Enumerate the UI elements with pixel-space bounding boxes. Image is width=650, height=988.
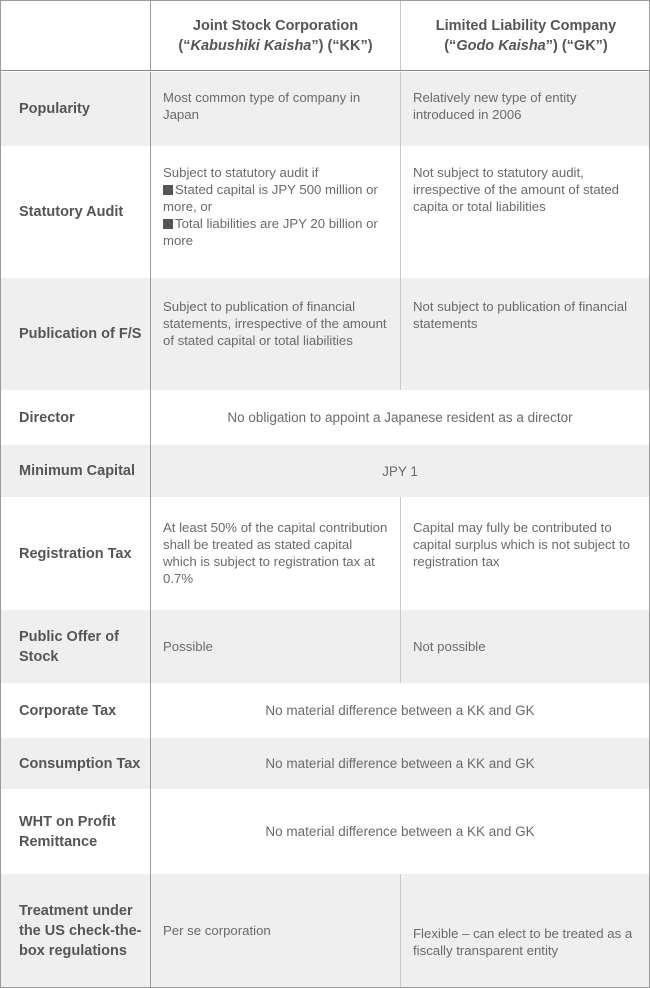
audit-bullet-2-text: Total liabilities are JPY 20 billion or more bbox=[163, 216, 378, 248]
row-public-offer bbox=[1, 610, 649, 683]
header-kk-close: ”) (“KK”) bbox=[311, 37, 373, 54]
row-publication bbox=[1, 278, 649, 390]
row-label: Statutory Audit bbox=[1, 146, 151, 278]
row-label: WHT on Profit Remittance bbox=[1, 789, 151, 874]
header-gk-open: (“ bbox=[444, 37, 457, 54]
header-corner-cell bbox=[1, 1, 151, 70]
header-kk-line2 bbox=[178, 36, 372, 56]
row-label: Corporate Tax bbox=[1, 683, 151, 738]
header-kk-italic: Kabushiki Kaisha bbox=[190, 37, 312, 54]
cell-gk: Not possible bbox=[413, 639, 486, 654]
row-label: Public Offer of Stock bbox=[1, 610, 151, 683]
header-kk-open: (“ bbox=[178, 37, 191, 54]
row-corporate-tax bbox=[1, 683, 649, 738]
row-label: Registration Tax bbox=[1, 497, 151, 610]
row-popularity bbox=[1, 72, 649, 146]
audit-intro: Subject to statutory audit if bbox=[163, 165, 319, 180]
cell-gk: Not subject to publication of financial statements bbox=[413, 299, 628, 331]
row-label: Popularity bbox=[1, 72, 151, 146]
row-label: Minimum Capital bbox=[1, 445, 151, 497]
row-label: Director bbox=[1, 390, 151, 445]
row-label: Consumption Tax bbox=[1, 738, 151, 789]
cell-both: No material difference between a KK and GK bbox=[265, 756, 535, 771]
audit-bullet-1-text: Stated capital is JPY 500 million or more, or bbox=[163, 182, 378, 214]
cell-both: No material difference between a KK and GK bbox=[265, 703, 535, 718]
row-minimum-capital bbox=[1, 445, 649, 497]
row-label: Treatment under the US check-the-box regulations bbox=[1, 874, 151, 987]
row-check-the-box bbox=[1, 874, 649, 987]
header-kk bbox=[151, 1, 401, 70]
header-gk-line1: Limited Liability Company bbox=[435, 17, 617, 34]
cell-gk: Flexible – can elect to be treated as a fiscally transparent entity bbox=[413, 925, 633, 958]
header-kk-line1: Joint Stock Corporation bbox=[192, 17, 359, 34]
header-gk-line2 bbox=[444, 36, 608, 56]
header-gk-italic: Godo Kaisha bbox=[456, 37, 546, 54]
cell-both: No material difference between a KK and GK bbox=[265, 824, 535, 839]
row-director bbox=[1, 390, 649, 445]
audit-bullet-2 bbox=[163, 215, 388, 249]
cell-kk: Per se corporation bbox=[151, 874, 401, 987]
cell-both: No obligation to appoint a Japanese resident as a director bbox=[227, 410, 573, 425]
cell-kk: Possible bbox=[151, 610, 401, 683]
row-registration-tax bbox=[1, 497, 649, 610]
cell-gk: Not subject to statutory audit, irrespective of the amount of stated capita or total liabilities bbox=[413, 165, 619, 214]
cell-kk bbox=[151, 146, 401, 278]
row-consumption-tax bbox=[1, 738, 649, 789]
header-row bbox=[1, 1, 649, 71]
square-bullet-icon bbox=[163, 219, 173, 229]
cell-gk: Capital may fully be contributed to capital surplus which is not subject to registration tax bbox=[413, 520, 630, 569]
row-label: Publication of F/S bbox=[1, 278, 151, 390]
cell-kk: Subject to publication of financial statements, irrespective of the amount of stated capital or total liabilities bbox=[151, 278, 401, 390]
cell-kk: At least 50% of the capital contribution shall be treated as stated capital which is subject to registration tax at 0.7% bbox=[151, 497, 401, 610]
header-gk bbox=[401, 1, 650, 70]
cell-gk: Relatively new type of entity introduced in 2006 bbox=[413, 90, 577, 122]
row-wht bbox=[1, 789, 649, 874]
row-statutory-audit bbox=[1, 146, 649, 278]
cell-kk: Most common type of company in Japan bbox=[151, 72, 401, 146]
square-bullet-icon bbox=[163, 185, 173, 195]
audit-bullet-1 bbox=[163, 181, 388, 215]
cell-both: JPY 1 bbox=[382, 463, 418, 479]
header-gk-close: ”) (“GK”) bbox=[545, 37, 608, 54]
